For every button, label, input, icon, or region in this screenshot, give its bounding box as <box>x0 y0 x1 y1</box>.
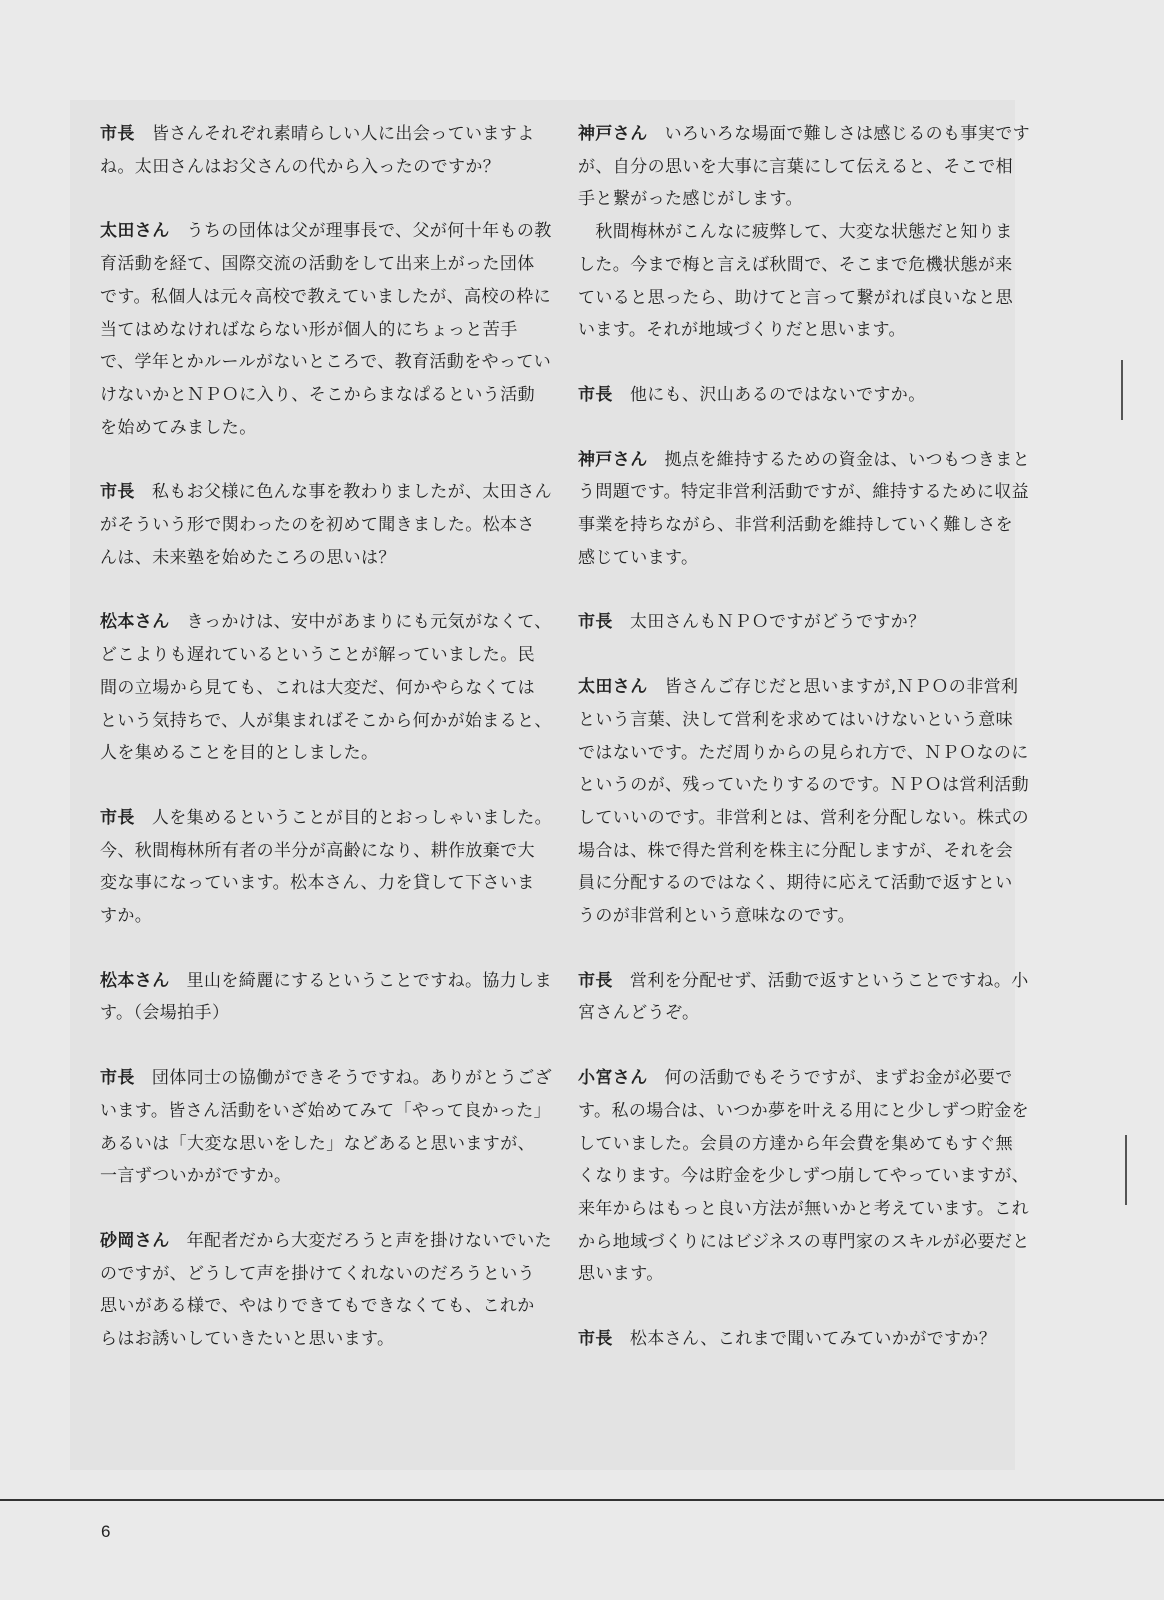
dialogue-text: 秋間梅林がこんなに疲弊して、大変な状態だと知りました。今まで梅と言えば秋間で、そこまで危機状態が来ていると思ったら、助けてと言って繋がれば良いなと思います。それが地域づくりだと思います。 <box>578 222 1013 341</box>
speaker-name: 市長 <box>100 482 135 503</box>
dialogue-paragraph <box>578 444 1030 575</box>
dialogue-text: 松本さん、これまで聞いてみていかがですか？ <box>629 1329 997 1350</box>
dialogue-paragraph <box>578 379 1030 412</box>
speaker-name: 小宮さん <box>578 1068 648 1089</box>
dialogue-paragraph <box>578 606 1030 639</box>
dialogue-text: いろいろな場面で難しさは感じるのも事実ですが、自分の思いを大事に言葉にして伝えると、そこで相手と繋がった感じがします。 <box>578 124 1031 210</box>
speaker-name: 市長 <box>100 807 135 828</box>
left-column <box>100 118 552 1388</box>
dialogue-paragraph <box>100 1062 552 1193</box>
speaker-name: 松本さん <box>100 970 170 991</box>
speaker-name: 市長 <box>100 124 135 144</box>
dialogue-paragraph <box>578 965 1030 1030</box>
staple-mark-upper <box>1121 360 1123 420</box>
speaker-name: 神戸さん <box>578 124 648 144</box>
dialogue-text: 皆さんご存じだと思いますが,ＮＰＯの非営利という言葉、決して営利を求めてはいけないという意味ではないです。ただ周りからの見られ方で、ＮＰＯなのにというのが、残っていたりするのです。ＮＰＯは営利活動していいのです。非営利とは、営利を分配しない。株式の場合は、株で得た営利を株主に分配しますが、それを会員に分配するのではなく、期待に応えて活動で返すというのが非営利という意味なのです。 <box>578 677 1030 927</box>
dialogue-paragraph <box>100 476 552 574</box>
dialogue-paragraph <box>100 215 552 444</box>
footer-rule <box>0 1499 1164 1501</box>
dialogue-text: 拠点を維持するための資金は、いつもつきまとう問題です。特定非営利活動ですが、維持するために収益事業を持ちながら、非営利活動を維持していく難しさを感じています。 <box>578 449 1031 568</box>
dialogue-paragraph <box>100 1225 552 1356</box>
dialogue-paragraph <box>578 671 1030 933</box>
dialogue-paragraph <box>100 118 552 183</box>
dialogue-text: 他にも、沢山あるのではないですか。 <box>629 384 926 405</box>
dialogue-text: 里山を綺麗にするということですね。協力します。（会場拍手） <box>100 970 553 1024</box>
page-number: 6 <box>101 1522 111 1541</box>
dialogue-text: 皆さんそれぞれ素晴らしい人に出会っていますよね。太田さんはお父さんの代から入ったのですか？ <box>100 124 535 177</box>
speaker-name: 砂岡さん <box>100 1230 170 1251</box>
dialogue-text: きっかけは、安中があまりにも元気がなくて、どこよりも遅れているということが解っていました。民間の立場から見ても、これは大変だ、何かやらなくてはという気持ちで、人が集まればそこから何かが始まると、人を集めることを目的としました。 <box>100 612 552 764</box>
dialogue-text: 団体同士の協働ができそうですね。ありがとうございます。皆さん活動をいざ始めてみて「やって良かった」あるいは「大変な思いをした」などあると思いますが、一言ずついかがですか。 <box>100 1068 553 1187</box>
speaker-name: 神戸さん <box>578 449 648 470</box>
dialogue-text: 私もお父様に色んな事を教わりましたが、太田さんがそういう形で関わったのを初めて聞きました。松本さんは、未来塾を始めたころの思いは？ <box>100 482 553 568</box>
speaker-name: 市長 <box>578 612 613 633</box>
dialogue-text: 営利を分配せず、活動で返すということですね。小宮さんどうぞ。 <box>578 970 1029 1024</box>
dialogue-text: うちの団体は父が理事長で、父が何十年もの教育活動を経て、国際交流の活動をして出来上がった団体です。私個人は元々高校で教えていましたが、高校の枠に当てはめなければならない形が個人的にちょっと苦手で、学年とかルールがないところで、教育活動をやっていけないかとＮＰＯに入り、そこからまなぱるという活動を始めてみました。 <box>100 221 552 438</box>
speaker-name: 松本さん <box>100 612 170 633</box>
dialogue-paragraph <box>100 802 552 933</box>
speaker-name: 市長 <box>578 970 613 991</box>
speaker-name: 市長 <box>578 1329 613 1350</box>
speaker-name: 太田さん <box>100 221 170 242</box>
dialogue-paragraph <box>578 1062 1030 1291</box>
dialogue-paragraph <box>578 216 1030 347</box>
dialogue-paragraph <box>578 1323 1030 1356</box>
dialogue-text: 太田さんもＮＰＯですがどうですか？ <box>629 612 926 633</box>
dialogue-text: 何の活動でもそうですが、まずお金が必要です。私の場合は、いつか夢を叶える用にと少しずつ貯金をしていました。会員の方達から年会費を集めてもすぐ無くなります。今は貯金を少しずつ崩してやっていますが、来年からはもっと良い方法が無いかと考えています。これから地域づくりにはビジネスの専門家のスキルが必要だと思います。 <box>578 1068 1030 1285</box>
dialogue-paragraph <box>100 965 552 1030</box>
speaker-name: 市長 <box>578 384 613 405</box>
dialogue-paragraph <box>578 118 1030 216</box>
dialogue-text: 人を集めるということが目的とおっしゃいました。今、秋間梅林所有者の半分が高齢になり、耕作放棄で大変な事になっています。松本さん、力を貸して下さいますか。 <box>100 807 553 927</box>
dialogue-text: 年配者だから大変だろうと声を掛けないでいたのですが、どうして声を掛けてくれないのだろうという思いがある様で、やはりできてもできなくても、これからはお誘いしていきたいと思います。 <box>100 1230 553 1350</box>
speaker-name: 太田さん <box>578 677 648 698</box>
staple-mark-lower <box>1125 1135 1127 1205</box>
speaker-name: 市長 <box>100 1068 135 1089</box>
right-column <box>578 118 1030 1388</box>
dialogue-paragraph <box>100 606 552 770</box>
